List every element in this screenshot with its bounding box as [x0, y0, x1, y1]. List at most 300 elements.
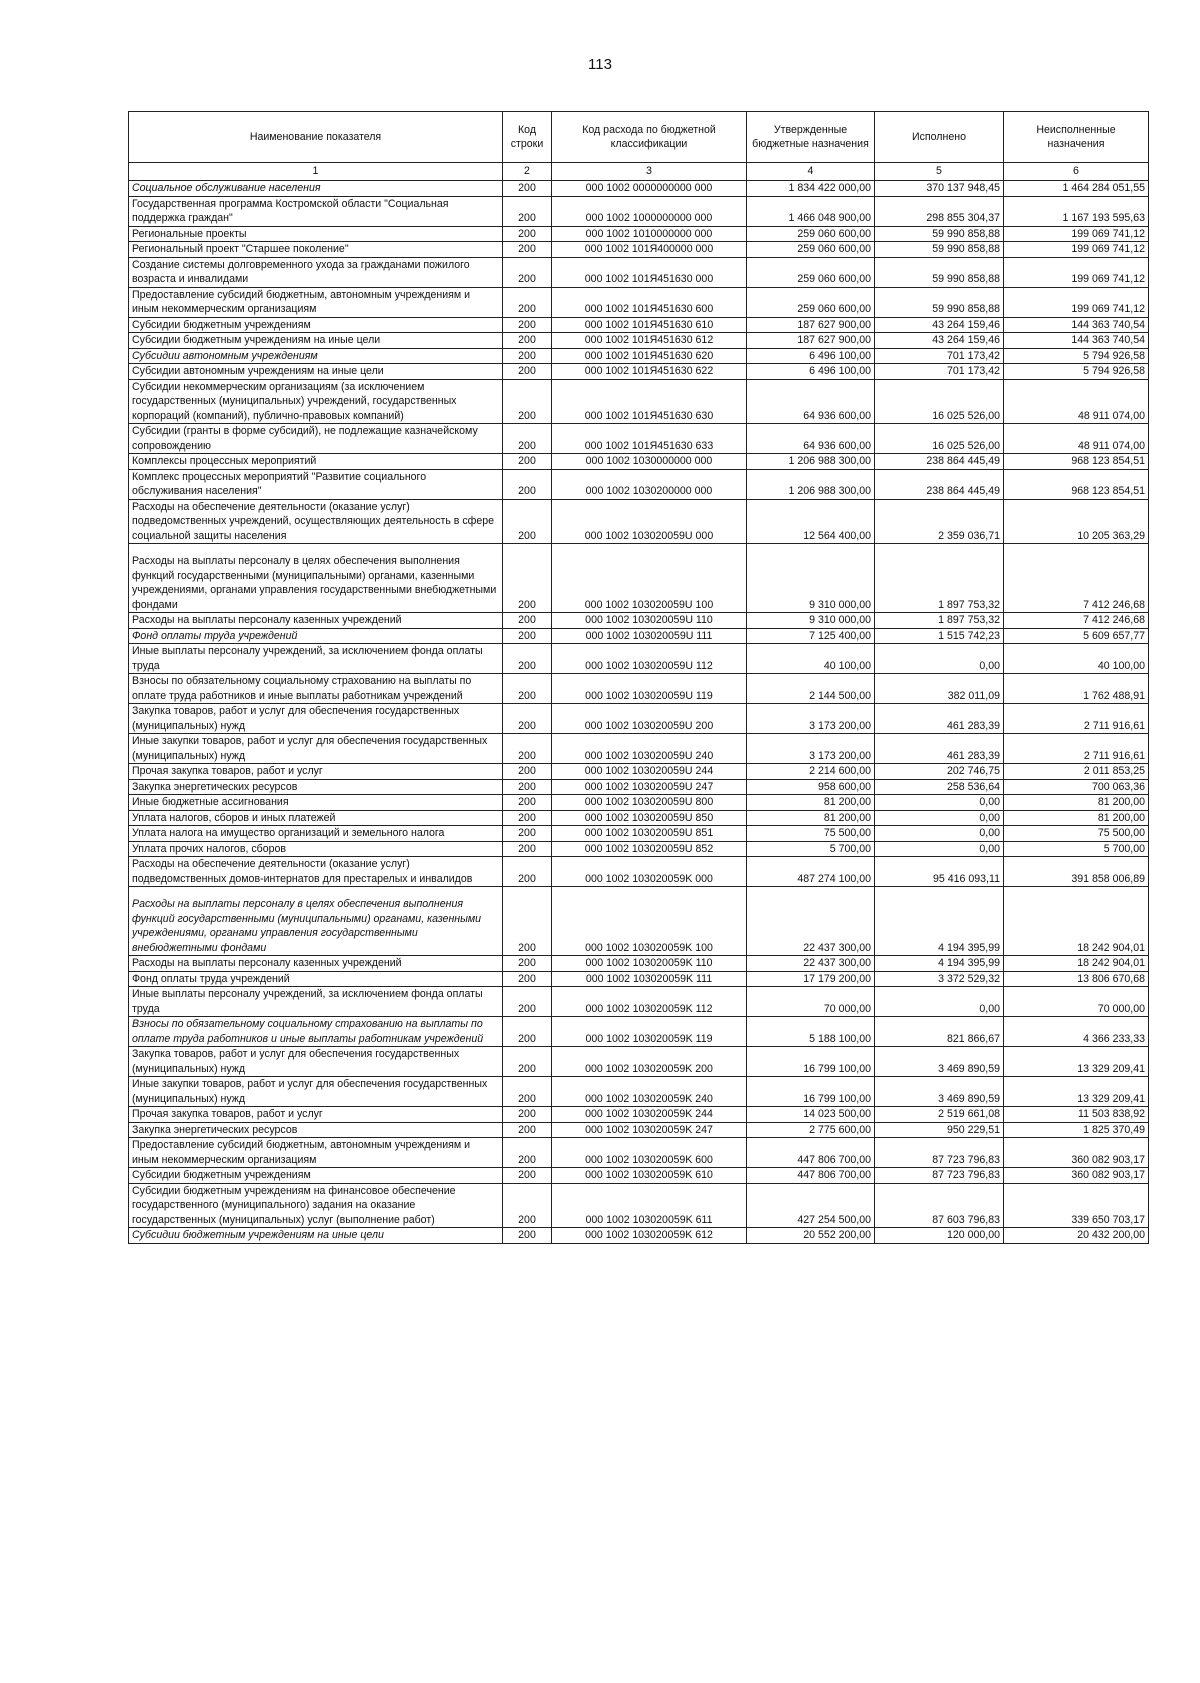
table-row [129, 469, 1149, 499]
line-code: 200 [503, 333, 552, 349]
budget-code: 000 1002 103020059U 111 [552, 628, 747, 644]
approved-amount: 22 437 300,00 [747, 887, 875, 956]
indicator-name: Взносы по обязательному социальному страхованию на выплаты по оплате труда работников и иные выплаты работникам учреждений [129, 674, 503, 704]
budget-code: 000 1002 101Я451630 620 [552, 348, 747, 364]
line-code: 200 [503, 499, 552, 544]
executed-amount: 382 011,09 [875, 674, 1004, 704]
executed-amount: 238 864 445,49 [875, 454, 1004, 470]
line-code: 200 [503, 1138, 552, 1168]
table-row [129, 971, 1149, 987]
header-unexecuted: Неисполненные назначения [1004, 112, 1149, 163]
table-row [129, 317, 1149, 333]
executed-amount: 461 283,39 [875, 704, 1004, 734]
line-code: 200 [503, 1017, 552, 1047]
approved-amount: 5 700,00 [747, 841, 875, 857]
column-number: 6 [1004, 163, 1149, 181]
approved-amount: 259 060 600,00 [747, 287, 875, 317]
line-code: 200 [503, 795, 552, 811]
column-number: 2 [503, 163, 552, 181]
page-number: 113 [588, 56, 612, 73]
executed-amount: 202 746,75 [875, 764, 1004, 780]
indicator-name: Субсидии (гранты в форме субсидий), не подлежащие казначейскому сопровождению [129, 424, 503, 454]
indicator-name: Расходы на выплаты персоналу казенных учреждений [129, 956, 503, 972]
approved-amount: 447 806 700,00 [747, 1138, 875, 1168]
indicator-name: Закупка товаров, работ и услуг для обеспечения государственных (муниципальных) нужд [129, 704, 503, 734]
column-number: 3 [552, 163, 747, 181]
approved-amount: 17 179 200,00 [747, 971, 875, 987]
approved-amount: 1 206 988 300,00 [747, 469, 875, 499]
line-code: 200 [503, 956, 552, 972]
indicator-name: Субсидии автономным учреждениям на иные цели [129, 364, 503, 380]
indicator-name: Расходы на выплаты персоналу в целях обеспечения выполнения функций государственными (муниципальными) органами, казенными учреждениями, органами управления государственными внебюджетными фондами [129, 544, 503, 613]
approved-amount: 75 500,00 [747, 826, 875, 842]
unexecuted-amount: 5 794 926,58 [1004, 364, 1149, 380]
table-row [129, 1017, 1149, 1047]
budget-code: 000 1002 103020059U 244 [552, 764, 747, 780]
approved-amount: 187 627 900,00 [747, 317, 875, 333]
line-code: 200 [503, 364, 552, 380]
line-code: 200 [503, 544, 552, 613]
unexecuted-amount: 1 762 488,91 [1004, 674, 1149, 704]
table-row [129, 333, 1149, 349]
budget-code: 000 1002 101Я400000 000 [552, 242, 747, 258]
indicator-name: Субсидии некоммерческим организациям (за исключением государственных (муниципальных) учреждений, государственных корпораций (компаний), публично-правовых компаний) [129, 379, 503, 424]
unexecuted-amount: 144 363 740,54 [1004, 333, 1149, 349]
indicator-name: Уплата прочих налогов, сборов [129, 841, 503, 857]
approved-amount: 16 799 100,00 [747, 1077, 875, 1107]
table-row [129, 613, 1149, 629]
approved-amount: 14 023 500,00 [747, 1107, 875, 1123]
table-row [129, 1047, 1149, 1077]
indicator-name: Субсидии бюджетным учреждениям на иные цели [129, 1228, 503, 1244]
line-code: 200 [503, 826, 552, 842]
executed-amount: 4 194 395,99 [875, 887, 1004, 956]
executed-amount: 3 469 890,59 [875, 1077, 1004, 1107]
unexecuted-amount: 1 167 193 595,63 [1004, 196, 1149, 226]
executed-amount: 59 990 858,88 [875, 287, 1004, 317]
table-row [129, 841, 1149, 857]
unexecuted-amount: 968 123 854,51 [1004, 454, 1149, 470]
budget-code: 000 1002 103020059K 600 [552, 1138, 747, 1168]
approved-amount: 9 310 000,00 [747, 613, 875, 629]
line-code: 200 [503, 1228, 552, 1244]
executed-amount: 701 173,42 [875, 348, 1004, 364]
budget-code: 000 1002 101Я451630 612 [552, 333, 747, 349]
approved-amount: 2 214 600,00 [747, 764, 875, 780]
header-budget-code: Код расхода по бюджетной классификации [552, 112, 747, 163]
approved-amount: 259 060 600,00 [747, 257, 875, 287]
budget-code: 000 1002 103020059K 200 [552, 1047, 747, 1077]
indicator-name: Региональный проект "Старшее поколение" [129, 242, 503, 258]
unexecuted-amount: 13 329 209,41 [1004, 1047, 1149, 1077]
executed-amount: 87 603 796,83 [875, 1183, 1004, 1228]
unexecuted-amount: 48 911 074,00 [1004, 424, 1149, 454]
executed-amount: 2 359 036,71 [875, 499, 1004, 544]
table-row [129, 1138, 1149, 1168]
approved-amount: 40 100,00 [747, 644, 875, 674]
executed-amount: 461 283,39 [875, 734, 1004, 764]
unexecuted-amount: 968 123 854,51 [1004, 469, 1149, 499]
indicator-name: Социальное обслуживание населения [129, 181, 503, 197]
indicator-name: Уплата налога на имущество организаций и земельного налога [129, 826, 503, 842]
unexecuted-amount: 18 242 904,01 [1004, 887, 1149, 956]
unexecuted-amount: 700 063,36 [1004, 779, 1149, 795]
budget-code: 000 1002 103020059U 119 [552, 674, 747, 704]
line-code: 200 [503, 887, 552, 956]
table-row [129, 987, 1149, 1017]
executed-amount: 0,00 [875, 644, 1004, 674]
header-name: Наименование показателя [129, 112, 503, 163]
table-row [129, 499, 1149, 544]
approved-amount: 81 200,00 [747, 810, 875, 826]
indicator-name: Расходы на выплаты персоналу казенных учреждений [129, 613, 503, 629]
executed-amount: 3 372 529,32 [875, 971, 1004, 987]
line-code: 200 [503, 226, 552, 242]
budget-code: 000 1002 103020059K 000 [552, 857, 747, 887]
approved-amount: 12 564 400,00 [747, 499, 875, 544]
indicator-name: Расходы на выплаты персоналу в целях обеспечения выполнения функций государственными (муниципальными) органами, казенными учреждениями, органами управления государственными внебюджетными фондами [129, 887, 503, 956]
line-code: 200 [503, 196, 552, 226]
line-code: 200 [503, 181, 552, 197]
table-header-row [129, 112, 1149, 163]
executed-amount: 43 264 159,46 [875, 317, 1004, 333]
indicator-name: Взносы по обязательному социальному страхованию на выплаты по оплате труда работников и иные выплаты работникам учреждений [129, 1017, 503, 1047]
table-row [129, 779, 1149, 795]
unexecuted-amount: 360 082 903,17 [1004, 1168, 1149, 1184]
line-code: 200 [503, 257, 552, 287]
executed-amount: 43 264 159,46 [875, 333, 1004, 349]
budget-code: 000 1002 103020059U 851 [552, 826, 747, 842]
table-row [129, 1122, 1149, 1138]
unexecuted-amount: 199 069 741,12 [1004, 287, 1149, 317]
table-row [129, 956, 1149, 972]
table-row [129, 242, 1149, 258]
approved-amount: 2 775 600,00 [747, 1122, 875, 1138]
unexecuted-amount: 75 500,00 [1004, 826, 1149, 842]
unexecuted-amount: 144 363 740,54 [1004, 317, 1149, 333]
indicator-name: Региональные проекты [129, 226, 503, 242]
unexecuted-amount: 5 609 657,77 [1004, 628, 1149, 644]
line-code: 200 [503, 841, 552, 857]
line-code: 200 [503, 242, 552, 258]
approved-amount: 3 173 200,00 [747, 704, 875, 734]
column-number: 4 [747, 163, 875, 181]
budget-code: 000 1002 103020059K 244 [552, 1107, 747, 1123]
table-row [129, 379, 1149, 424]
unexecuted-amount: 2 711 916,61 [1004, 734, 1149, 764]
indicator-name: Иные выплаты персоналу учреждений, за исключением фонда оплаты труда [129, 987, 503, 1017]
executed-amount: 59 990 858,88 [875, 257, 1004, 287]
indicator-name: Предоставление субсидий бюджетным, автономным учреждениям и иным некоммерческим организациям [129, 287, 503, 317]
budget-code: 000 1002 1000000000 000 [552, 196, 747, 226]
executed-amount: 298 855 304,37 [875, 196, 1004, 226]
indicator-name: Комплексы процессных мероприятий [129, 454, 503, 470]
unexecuted-amount: 70 000,00 [1004, 987, 1149, 1017]
column-number-row [129, 163, 1149, 181]
budget-code: 000 1002 1030000000 000 [552, 454, 747, 470]
executed-amount: 701 173,42 [875, 364, 1004, 380]
indicator-name: Создание системы долговременного ухода за гражданами пожилого возраста и инвалидами [129, 257, 503, 287]
executed-amount: 1 897 753,32 [875, 613, 1004, 629]
table-row [129, 1183, 1149, 1228]
table-row [129, 1077, 1149, 1107]
table-row [129, 544, 1149, 613]
executed-amount: 0,00 [875, 826, 1004, 842]
unexecuted-amount: 199 069 741,12 [1004, 257, 1149, 287]
indicator-name: Субсидии бюджетным учреждениям на иные цели [129, 333, 503, 349]
indicator-name: Расходы на обеспечение деятельности (оказание услуг) подведомственных учреждений, осуществляющих деятельность в сфере социальной защиты населения [129, 499, 503, 544]
unexecuted-amount: 40 100,00 [1004, 644, 1149, 674]
column-number: 1 [129, 163, 503, 181]
table-row [129, 674, 1149, 704]
budget-code: 000 1002 101Я451630 000 [552, 257, 747, 287]
table-row [129, 181, 1149, 197]
line-code: 200 [503, 734, 552, 764]
line-code: 200 [503, 674, 552, 704]
executed-amount: 2 519 661,08 [875, 1107, 1004, 1123]
line-code: 200 [503, 348, 552, 364]
approved-amount: 9 310 000,00 [747, 544, 875, 613]
line-code: 200 [503, 1077, 552, 1107]
table-row [129, 364, 1149, 380]
header-approved: Утвержденные бюджетные назначения [747, 112, 875, 163]
column-number: 5 [875, 163, 1004, 181]
executed-amount: 87 723 796,83 [875, 1138, 1004, 1168]
budget-code: 000 1002 103020059U 100 [552, 544, 747, 613]
budget-code: 000 1002 103020059U 247 [552, 779, 747, 795]
approved-amount: 7 125 400,00 [747, 628, 875, 644]
executed-amount: 821 866,67 [875, 1017, 1004, 1047]
unexecuted-amount: 10 205 363,29 [1004, 499, 1149, 544]
unexecuted-amount: 7 412 246,68 [1004, 544, 1149, 613]
executed-amount: 59 990 858,88 [875, 226, 1004, 242]
indicator-name: Государственная программа Костромской области "Социальная поддержка граждан" [129, 196, 503, 226]
executed-amount: 16 025 526,00 [875, 379, 1004, 424]
budget-code: 000 1002 101Я451630 630 [552, 379, 747, 424]
line-code: 200 [503, 704, 552, 734]
indicator-name: Иные выплаты персоналу учреждений, за исключением фонда оплаты труда [129, 644, 503, 674]
unexecuted-amount: 1 464 284 051,55 [1004, 181, 1149, 197]
approved-amount: 20 552 200,00 [747, 1228, 875, 1244]
approved-amount: 259 060 600,00 [747, 226, 875, 242]
approved-amount: 64 936 600,00 [747, 379, 875, 424]
line-code: 200 [503, 971, 552, 987]
table-row [129, 226, 1149, 242]
line-code: 200 [503, 454, 552, 470]
indicator-name: Прочая закупка товаров, работ и услуг [129, 1107, 503, 1123]
budget-code: 000 1002 101Я451630 633 [552, 424, 747, 454]
line-code: 200 [503, 644, 552, 674]
unexecuted-amount: 48 911 074,00 [1004, 379, 1149, 424]
indicator-name: Комплекс процессных мероприятий "Развитие социального обслуживания населения" [129, 469, 503, 499]
budget-code: 000 1002 103020059U 112 [552, 644, 747, 674]
indicator-name: Уплата налогов, сборов и иных платежей [129, 810, 503, 826]
table-row [129, 424, 1149, 454]
executed-amount: 370 137 948,45 [875, 181, 1004, 197]
budget-code: 000 1002 103020059U 800 [552, 795, 747, 811]
indicator-name: Субсидии бюджетным учреждениям [129, 1168, 503, 1184]
indicator-name: Закупка энергетических ресурсов [129, 779, 503, 795]
line-code: 200 [503, 1122, 552, 1138]
line-code: 200 [503, 628, 552, 644]
budget-code: 000 1002 1010000000 000 [552, 226, 747, 242]
approved-amount: 70 000,00 [747, 987, 875, 1017]
line-code: 200 [503, 379, 552, 424]
approved-amount: 1 466 048 900,00 [747, 196, 875, 226]
table-body [129, 181, 1149, 1244]
budget-code: 000 1002 101Я451630 600 [552, 287, 747, 317]
table-row [129, 287, 1149, 317]
budget-code: 000 1002 103020059U 850 [552, 810, 747, 826]
budget-code: 000 1002 103020059K 611 [552, 1183, 747, 1228]
approved-amount: 447 806 700,00 [747, 1168, 875, 1184]
table-row [129, 887, 1149, 956]
budget-code: 000 1002 101Я451630 610 [552, 317, 747, 333]
approved-amount: 64 936 600,00 [747, 424, 875, 454]
table-row [129, 826, 1149, 842]
budget-code: 000 1002 103020059U 110 [552, 613, 747, 629]
executed-amount: 0,00 [875, 810, 1004, 826]
line-code: 200 [503, 779, 552, 795]
table-row [129, 454, 1149, 470]
table-row [129, 1228, 1149, 1244]
table-row [129, 1107, 1149, 1123]
line-code: 200 [503, 1047, 552, 1077]
unexecuted-amount: 18 242 904,01 [1004, 956, 1149, 972]
approved-amount: 3 173 200,00 [747, 734, 875, 764]
unexecuted-amount: 81 200,00 [1004, 810, 1149, 826]
indicator-name: Расходы на обеспечение деятельности (оказание услуг) подведомственных домов-интернатов для престарелых и инвалидов [129, 857, 503, 887]
line-code: 200 [503, 810, 552, 826]
indicator-name: Прочая закупка товаров, работ и услуг [129, 764, 503, 780]
indicator-name: Фонд оплаты труда учреждений [129, 628, 503, 644]
approved-amount: 2 144 500,00 [747, 674, 875, 704]
budget-code: 000 1002 103020059U 000 [552, 499, 747, 544]
approved-amount: 6 496 100,00 [747, 348, 875, 364]
budget-code: 000 1002 1030200000 000 [552, 469, 747, 499]
executed-amount: 16 025 526,00 [875, 424, 1004, 454]
indicator-name: Субсидии автономным учреждениям [129, 348, 503, 364]
indicator-name: Иные закупки товаров, работ и услуг для обеспечения государственных (муниципальных) нужд [129, 1077, 503, 1107]
table-row [129, 704, 1149, 734]
line-code: 200 [503, 424, 552, 454]
unexecuted-amount: 1 825 370,49 [1004, 1122, 1149, 1138]
budget-code: 000 1002 103020059K 100 [552, 887, 747, 956]
header-executed: Исполнено [875, 112, 1004, 163]
line-code: 200 [503, 317, 552, 333]
executed-amount: 950 229,51 [875, 1122, 1004, 1138]
executed-amount: 59 990 858,88 [875, 242, 1004, 258]
executed-amount: 1 897 753,32 [875, 544, 1004, 613]
unexecuted-amount: 7 412 246,68 [1004, 613, 1149, 629]
unexecuted-amount: 13 806 670,68 [1004, 971, 1149, 987]
table-row [129, 734, 1149, 764]
budget-code: 000 1002 103020059K 612 [552, 1228, 747, 1244]
table-row [129, 628, 1149, 644]
executed-amount: 1 515 742,23 [875, 628, 1004, 644]
executed-amount: 95 416 093,11 [875, 857, 1004, 887]
executed-amount: 0,00 [875, 841, 1004, 857]
line-code: 200 [503, 613, 552, 629]
budget-code: 000 1002 103020059U 240 [552, 734, 747, 764]
indicator-name: Субсидии бюджетным учреждениям [129, 317, 503, 333]
line-code: 200 [503, 287, 552, 317]
executed-amount: 87 723 796,83 [875, 1168, 1004, 1184]
approved-amount: 427 254 500,00 [747, 1183, 875, 1228]
unexecuted-amount: 2 011 853,25 [1004, 764, 1149, 780]
executed-amount: 258 536,64 [875, 779, 1004, 795]
unexecuted-amount: 13 329 209,41 [1004, 1077, 1149, 1107]
unexecuted-amount: 2 711 916,61 [1004, 704, 1149, 734]
line-code: 200 [503, 764, 552, 780]
table-row [129, 764, 1149, 780]
executed-amount: 120 000,00 [875, 1228, 1004, 1244]
line-code: 200 [503, 987, 552, 1017]
budget-code: 000 1002 0000000000 000 [552, 181, 747, 197]
unexecuted-amount: 199 069 741,12 [1004, 242, 1149, 258]
approved-amount: 1 834 422 000,00 [747, 181, 875, 197]
approved-amount: 22 437 300,00 [747, 956, 875, 972]
unexecuted-amount: 391 858 006,89 [1004, 857, 1149, 887]
indicator-name: Иные закупки товаров, работ и услуг для обеспечения государственных (муниципальных) нужд [129, 734, 503, 764]
indicator-name: Фонд оплаты труда учреждений [129, 971, 503, 987]
indicator-name: Закупка товаров, работ и услуг для обеспечения государственных (муниципальных) нужд [129, 1047, 503, 1077]
table-row [129, 795, 1149, 811]
table-row [129, 196, 1149, 226]
unexecuted-amount: 4 366 233,33 [1004, 1017, 1149, 1047]
unexecuted-amount: 81 200,00 [1004, 795, 1149, 811]
executed-amount: 238 864 445,49 [875, 469, 1004, 499]
approved-amount: 1 206 988 300,00 [747, 454, 875, 470]
approved-amount: 958 600,00 [747, 779, 875, 795]
line-code: 200 [503, 1168, 552, 1184]
budget-code: 000 1002 103020059K 112 [552, 987, 747, 1017]
budget-code: 000 1002 103020059U 852 [552, 841, 747, 857]
line-code: 200 [503, 1107, 552, 1123]
table-row [129, 810, 1149, 826]
indicator-name: Субсидии бюджетным учреждениям на финансовое обеспечение государственного (муниципального) задания на оказание государственных (муниципальных) услуг (выполнение работ) [129, 1183, 503, 1228]
budget-code: 000 1002 103020059K 119 [552, 1017, 747, 1047]
executed-amount: 0,00 [875, 795, 1004, 811]
table-row [129, 348, 1149, 364]
line-code: 200 [503, 469, 552, 499]
unexecuted-amount: 20 432 200,00 [1004, 1228, 1149, 1244]
executed-amount: 4 194 395,99 [875, 956, 1004, 972]
indicator-name: Закупка энергетических ресурсов [129, 1122, 503, 1138]
line-code: 200 [503, 1183, 552, 1228]
approved-amount: 187 627 900,00 [747, 333, 875, 349]
budget-code: 000 1002 103020059K 111 [552, 971, 747, 987]
budget-execution-table [128, 111, 1149, 1244]
unexecuted-amount: 5 700,00 [1004, 841, 1149, 857]
table-row [129, 857, 1149, 887]
budget-code: 000 1002 103020059K 240 [552, 1077, 747, 1107]
budget-code: 000 1002 103020059U 200 [552, 704, 747, 734]
table-row [129, 1168, 1149, 1184]
header-line-code: Код строки [503, 112, 552, 163]
approved-amount: 5 188 100,00 [747, 1017, 875, 1047]
approved-amount: 6 496 100,00 [747, 364, 875, 380]
table-row [129, 644, 1149, 674]
approved-amount: 16 799 100,00 [747, 1047, 875, 1077]
unexecuted-amount: 339 650 703,17 [1004, 1183, 1149, 1228]
approved-amount: 81 200,00 [747, 795, 875, 811]
line-code: 200 [503, 857, 552, 887]
unexecuted-amount: 360 082 903,17 [1004, 1138, 1149, 1168]
indicator-name: Иные бюджетные ассигнования [129, 795, 503, 811]
indicator-name: Предоставление субсидий бюджетным, автономным учреждениям и иным некоммерческим организациям [129, 1138, 503, 1168]
executed-amount: 3 469 890,59 [875, 1047, 1004, 1077]
